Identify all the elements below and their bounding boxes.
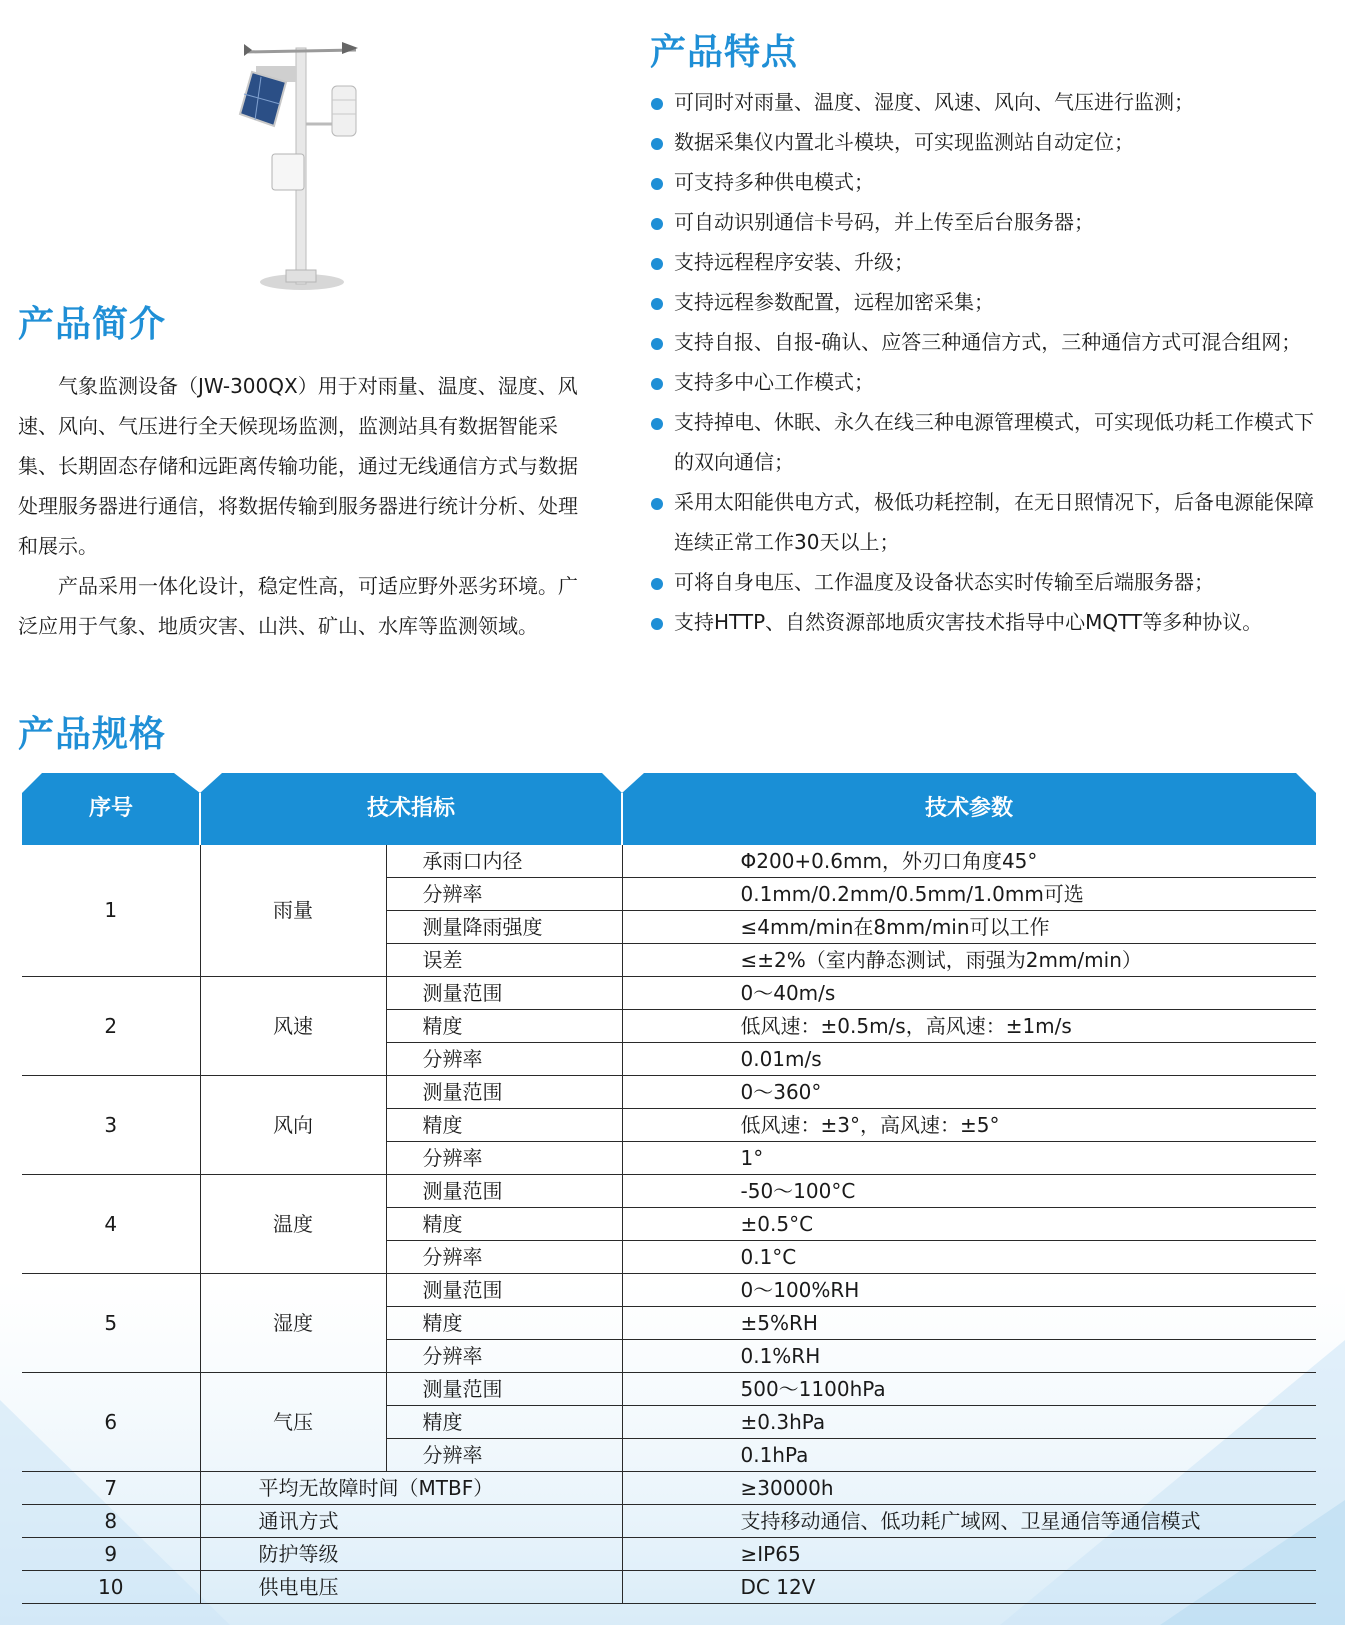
parameter-cell: 0～40m/s xyxy=(622,977,1316,1010)
features-list xyxy=(648,82,1328,642)
parameter-cell: 0～100%RH xyxy=(622,1274,1316,1307)
feature-item: 支持掉电、休眠、永久在线三种电源管理模式，可实现低功耗工作模式下的双向通信； xyxy=(648,402,1328,482)
sub-indicator-cell: 精度 xyxy=(386,1109,622,1142)
parameter-cell: ≥IP65 xyxy=(622,1538,1316,1571)
sub-indicator-cell: 精度 xyxy=(386,1307,622,1340)
parameter-cell: ±5%RH xyxy=(622,1307,1316,1340)
feature-item: 可将自身电压、工作温度及设备状态实时传输至后端服务器； xyxy=(648,562,1328,602)
table-row xyxy=(22,1274,1316,1307)
serial-cell: 1 xyxy=(22,845,200,977)
sub-indicator-cell: 精度 xyxy=(386,1406,622,1439)
parameter-cell: -50～100°C xyxy=(622,1175,1316,1208)
sub-indicator-cell: 分辨率 xyxy=(386,1043,622,1076)
intro-text xyxy=(18,366,578,646)
serial-cell: 5 xyxy=(22,1274,200,1373)
serial-cell: 9 xyxy=(22,1538,200,1571)
table-row xyxy=(22,1571,1316,1604)
parameter-cell: DC 12V xyxy=(622,1571,1316,1604)
intro-paragraph: 产品采用一体化设计，稳定性高，可适应野外恶劣环境。广泛应用于气象、地质灾害、山洪、矿山、水库等监测领域。 xyxy=(18,574,578,638)
table-row xyxy=(22,1472,1316,1505)
parameter-cell: 支持移动通信、低功耗广域网、卫星通信等通信模式 xyxy=(622,1505,1316,1538)
parameter-cell: 0.1hPa xyxy=(622,1439,1316,1472)
parameter-cell: ±0.3hPa xyxy=(622,1406,1316,1439)
indicator-cell: 平均无故障时间（MTBF） xyxy=(200,1472,622,1505)
indicator-cell: 防护等级 xyxy=(200,1538,622,1571)
feature-item: 可同时对雨量、温度、湿度、风速、风向、气压进行监测； xyxy=(648,82,1328,122)
feature-item: 支持HTTP、自然资源部地质灾害技术指导中心MQTT等多种协议。 xyxy=(648,602,1328,642)
sub-indicator-cell: 精度 xyxy=(386,1208,622,1241)
features-title: 产品特点 xyxy=(650,32,799,73)
parameter-cell: 低风速：±0.5m/s，高风速：±1m/s xyxy=(622,1010,1316,1043)
feature-item: 采用太阳能供电方式，极低功耗控制，在无日照情况下，后备电源能保障连续正常工作30天以上； xyxy=(648,482,1328,562)
sub-indicator-cell: 测量范围 xyxy=(386,977,622,1010)
table-row xyxy=(22,1076,1316,1109)
sub-indicator-cell: 测量范围 xyxy=(386,1175,622,1208)
indicator-cell: 温度 xyxy=(200,1175,386,1274)
header-indicator: 技术指标 xyxy=(366,796,455,821)
feature-item: 可支持多种供电模式； xyxy=(648,162,1328,202)
serial-cell: 10 xyxy=(22,1571,200,1604)
serial-cell: 6 xyxy=(22,1373,200,1472)
intro-paragraph: 气象监测设备（JW-300QX）用于对雨量、温度、湿度、风速、风向、气压进行全天候现场监测，监测站具有数据智能采集、长期固态存储和远距离传输功能，通过无线通信方式与数据处理服务器进行通信，将数据传输到服务器进行统计分析、处理和展示。 xyxy=(18,374,578,558)
sub-indicator-cell: 分辨率 xyxy=(386,1241,622,1274)
spec-table xyxy=(22,845,1316,1604)
table-row xyxy=(22,1175,1316,1208)
indicator-cell: 气压 xyxy=(200,1373,386,1472)
sub-indicator-cell: 测量范围 xyxy=(386,1373,622,1406)
parameter-cell: Φ200+0.6mm，外刃口角度45° xyxy=(622,845,1316,878)
parameter-cell: ≥30000h xyxy=(622,1472,1316,1505)
parameter-cell: 0.1%RH xyxy=(622,1340,1316,1373)
parameter-cell: 0～360° xyxy=(622,1076,1316,1109)
indicator-cell: 风向 xyxy=(200,1076,386,1175)
header-serial: 序号 xyxy=(88,796,133,821)
feature-item: 可自动识别通信卡号码，并上传至后台服务器； xyxy=(648,202,1328,242)
sub-indicator-cell: 分辨率 xyxy=(386,878,622,911)
serial-cell: 2 xyxy=(22,977,200,1076)
sub-indicator-cell: 精度 xyxy=(386,1010,622,1043)
serial-cell: 7 xyxy=(22,1472,200,1505)
indicator-cell: 湿度 xyxy=(200,1274,386,1373)
sub-indicator-cell: 承雨口内径 xyxy=(386,845,622,878)
sub-indicator-cell: 分辨率 xyxy=(386,1439,622,1472)
feature-item: 支持自报、自报-确认、应答三种通信方式，三种通信方式可混合组网； xyxy=(648,322,1328,362)
parameter-cell: 0.1mm/0.2mm/0.5mm/1.0mm可选 xyxy=(622,878,1316,911)
parameter-cell: 0.1°C xyxy=(622,1241,1316,1274)
sub-indicator-cell: 测量范围 xyxy=(386,1076,622,1109)
intro-title: 产品简介 xyxy=(18,304,167,345)
parameter-cell: 0.01m/s xyxy=(622,1043,1316,1076)
indicator-cell: 雨量 xyxy=(200,845,386,977)
indicator-cell: 风速 xyxy=(200,977,386,1076)
table-row xyxy=(22,1373,1316,1406)
indicator-cell: 供电电压 xyxy=(200,1571,622,1604)
parameter-cell: 500～1100hPa xyxy=(622,1373,1316,1406)
table-row xyxy=(22,845,1316,878)
weather-station-image xyxy=(230,30,410,300)
serial-cell: 3 xyxy=(22,1076,200,1175)
sub-indicator-cell: 误差 xyxy=(386,944,622,977)
parameter-cell: ≤4mm/min在8mm/min可以工作 xyxy=(622,911,1316,944)
table-row xyxy=(22,1505,1316,1538)
feature-item: 支持远程程序安装、升级； xyxy=(648,242,1328,282)
parameter-cell: ≤±2%（室内静态测试，雨强为2mm/min） xyxy=(622,944,1316,977)
sub-indicator-cell: 分辨率 xyxy=(386,1340,622,1373)
sub-indicator-cell: 测量范围 xyxy=(386,1274,622,1307)
parameter-cell: 低风速：±3°，高风速：±5° xyxy=(622,1109,1316,1142)
spec-table-header xyxy=(22,773,1316,845)
sub-indicator-cell: 测量降雨强度 xyxy=(386,911,622,944)
feature-item: 数据采集仪内置北斗模块，可实现监测站自动定位； xyxy=(648,122,1328,162)
sub-indicator-cell: 分辨率 xyxy=(386,1142,622,1175)
serial-cell: 4 xyxy=(22,1175,200,1274)
indicator-cell: 通讯方式 xyxy=(200,1505,622,1538)
table-row xyxy=(22,1538,1316,1571)
table-row xyxy=(22,977,1316,1010)
serial-cell: 8 xyxy=(22,1505,200,1538)
parameter-cell: ±0.5°C xyxy=(622,1208,1316,1241)
feature-item: 支持远程参数配置，远程加密采集； xyxy=(648,282,1328,322)
parameter-cell: 1° xyxy=(622,1142,1316,1175)
specs-title: 产品规格 xyxy=(18,714,167,755)
header-parameter: 技术参数 xyxy=(924,796,1013,821)
feature-item: 支持多中心工作模式； xyxy=(648,362,1328,402)
